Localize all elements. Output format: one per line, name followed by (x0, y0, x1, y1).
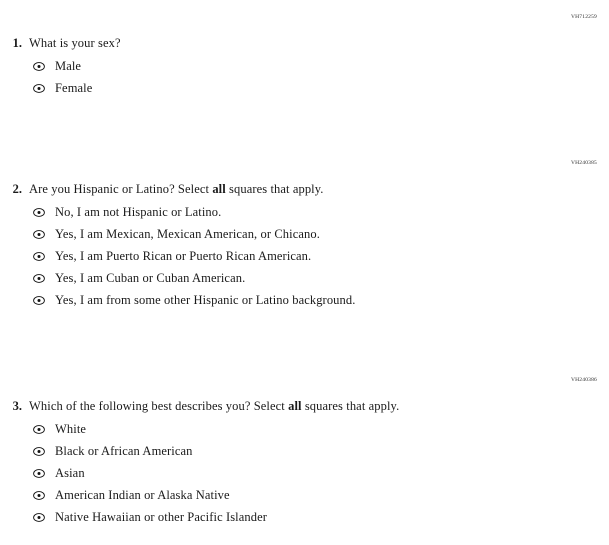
option-label: Yes, I am from some other Hispanic or Latino background. (55, 292, 356, 307)
option-label: No, I am not Hispanic or Latino. (55, 204, 222, 219)
option-label: Black or African American (55, 443, 193, 458)
checkbox-oval-icon[interactable] (33, 229, 45, 239)
option-label: White (55, 421, 87, 436)
question-text-part2: squares that apply. (301, 399, 400, 413)
option-label: Female (55, 80, 93, 95)
option-row[interactable] (0, 55, 609, 77)
question-prompt (0, 182, 609, 197)
question-text-part1: What is your sex? (29, 36, 121, 50)
option-label: American Indian or Alaska Native (55, 487, 230, 502)
option-row[interactable] (0, 440, 609, 462)
question-text (29, 182, 324, 197)
options-list (0, 55, 609, 99)
checkbox-oval-icon[interactable] (33, 83, 45, 93)
checkbox-oval-icon[interactable] (33, 490, 45, 500)
question-text (29, 36, 121, 51)
checkbox-oval-icon[interactable] (33, 61, 45, 71)
checkbox-oval-icon[interactable] (33, 468, 45, 478)
option-label: Yes, I am Puerto Rican or Puerto Rican American. (55, 248, 312, 263)
question-prompt (0, 36, 609, 51)
options-list (0, 201, 609, 311)
question-number: 1. (12, 36, 22, 50)
checkbox-oval-icon[interactable] (33, 512, 45, 522)
question-block-3 (0, 377, 609, 528)
question-text-part1: Which of the following best describes you? Select (29, 399, 289, 413)
option-row[interactable] (0, 245, 609, 267)
options-list (0, 418, 609, 528)
question-number: 3. (12, 399, 22, 413)
option-row[interactable] (0, 77, 609, 99)
option-row[interactable] (0, 201, 609, 223)
question-text-emphasis: all (212, 182, 226, 196)
question-text-part1: Are you Hispanic or Latino? Select (29, 182, 213, 196)
option-label: Yes, I am Cuban or Cuban American. (55, 270, 246, 285)
option-row[interactable] (0, 418, 609, 440)
option-label: Yes, I am Mexican, Mexican American, or Chicano. (55, 226, 320, 241)
question-text-emphasis: all (288, 399, 302, 413)
option-row[interactable] (0, 289, 609, 311)
checkbox-oval-icon[interactable] (33, 273, 45, 283)
question-block-2 (0, 160, 609, 311)
checkbox-oval-icon[interactable] (33, 295, 45, 305)
option-label: Male (55, 58, 82, 73)
option-label: Asian (55, 465, 85, 480)
checkbox-oval-icon[interactable] (33, 207, 45, 217)
option-label: Native Hawaiian or other Pacific Islander (55, 509, 267, 524)
question-text-part2: squares that apply. (225, 182, 324, 196)
question-number: 2. (12, 182, 22, 196)
question-block-1 (0, 14, 609, 99)
option-row[interactable] (0, 506, 609, 528)
option-row[interactable] (0, 462, 609, 484)
question-id-code: VH240386 (570, 377, 597, 383)
question-prompt (0, 399, 609, 414)
option-row[interactable] (0, 267, 609, 289)
option-row[interactable] (0, 223, 609, 245)
question-text (29, 399, 399, 414)
checkbox-oval-icon[interactable] (33, 446, 45, 456)
question-id-code: VH712259 (570, 14, 597, 20)
question-id-code: VH240385 (570, 160, 597, 166)
checkbox-oval-icon[interactable] (33, 251, 45, 261)
option-row[interactable] (0, 484, 609, 506)
checkbox-oval-icon[interactable] (33, 424, 45, 434)
